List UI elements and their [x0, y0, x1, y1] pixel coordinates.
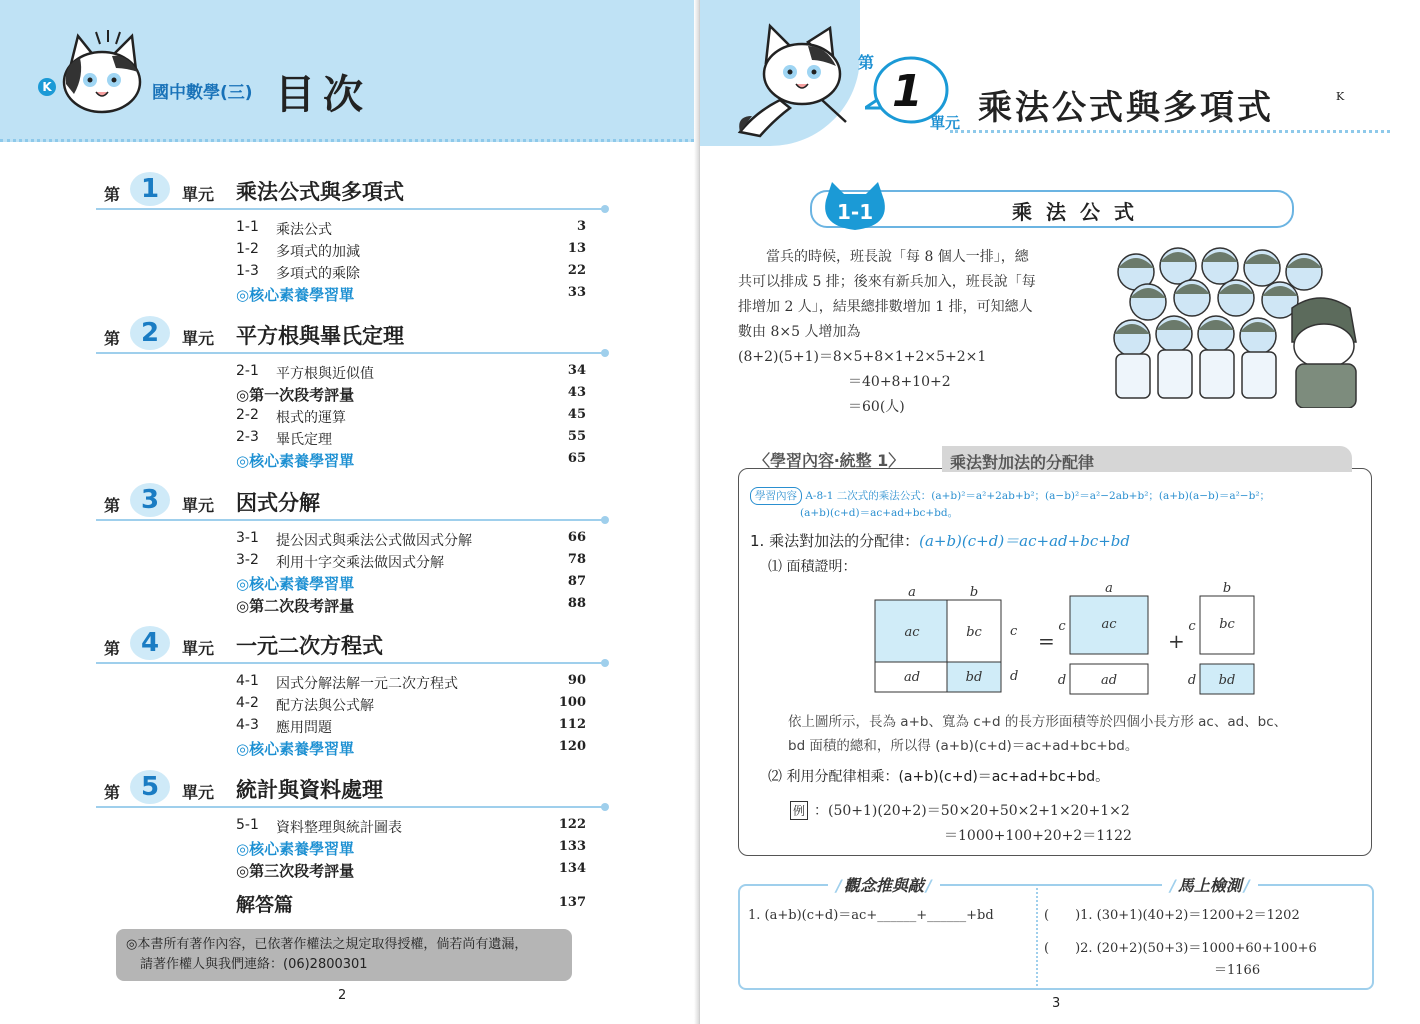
- section-number: 1-1: [837, 200, 874, 224]
- story-line: 當兵的時候，班長說「每 8 個人一排」，總: [766, 249, 1029, 265]
- answers-page: 137: [558, 895, 586, 910]
- check-question-2[interactable]: ( )2. (20+2)(50+3)＝1000+60+100+6: [1044, 941, 1317, 956]
- item-no: 4-1: [236, 673, 259, 689]
- toc-item[interactable]: [96, 527, 606, 549]
- toc-item[interactable]: [96, 360, 606, 382]
- unit-number: 3: [130, 483, 170, 517]
- example-tag: 例: [790, 801, 808, 820]
- story-line: 數由 8×5 人增加為: [738, 324, 861, 340]
- item-page: 78: [567, 552, 586, 567]
- diagram-equals: =: [1038, 629, 1055, 653]
- soldiers-illustration: [1106, 246, 1368, 408]
- copyright-notice: [116, 929, 572, 981]
- unit-title: 平方根與畢氏定理: [236, 324, 404, 348]
- item-text: ◎核心素養學習單: [236, 840, 355, 858]
- unit-di: 第: [104, 185, 121, 204]
- area-diagram: [860, 580, 1280, 700]
- unit-number: 5: [130, 770, 170, 804]
- item-text: ◎第一次段考評量: [236, 386, 355, 404]
- toc-item[interactable]: [96, 814, 606, 836]
- standard-tag: 學習內容: [750, 487, 802, 505]
- page-number-right: 3: [1052, 996, 1061, 1011]
- item-text: 乘法公式: [276, 222, 332, 238]
- story-line: 共可以排成 5 排；後來有新兵加入，班長說「每: [738, 274, 1036, 290]
- calc-line-2: ＝40+8+10+2: [848, 374, 951, 390]
- diagram-label-d: d: [1010, 669, 1019, 684]
- toc-item-core[interactable]: [96, 736, 606, 758]
- diagram-ad: ad: [903, 670, 921, 685]
- unit-title: 因式分解: [236, 491, 320, 515]
- toc-item[interactable]: [96, 260, 606, 282]
- diagram-label-c: c: [1188, 619, 1196, 634]
- diagram-label-b: b: [969, 585, 979, 600]
- item-text: 配方法與公式解: [276, 698, 374, 714]
- copyright-line-1: ◎本書所有著作內容，已依著作權法之規定取得授權，倘若尚有遺漏，: [126, 937, 528, 952]
- unit-header: [96, 316, 606, 354]
- item-page: 34: [567, 363, 586, 378]
- item-text: 根式的運算: [276, 410, 346, 426]
- toc-item[interactable]: [96, 238, 606, 260]
- item-text: 畢氏定理: [276, 432, 332, 448]
- item-text: ◎核心素養學習單: [236, 286, 355, 304]
- copyright-line-2: 請著作權人與我們連絡：(06)2800301: [140, 957, 368, 972]
- toc-item-exam[interactable]: [96, 858, 606, 880]
- unit-1: [96, 172, 606, 304]
- item-page: 134: [558, 861, 586, 876]
- item-no: 2-3: [236, 429, 259, 445]
- toc-item-exam[interactable]: [96, 382, 606, 404]
- toc-title: 目次: [275, 72, 371, 118]
- item-no: 5-1: [236, 817, 259, 833]
- item-page: 87: [567, 574, 586, 589]
- page-number-left: 2: [338, 988, 347, 1003]
- diagram-label-a: a: [908, 585, 916, 600]
- unit-number: 2: [130, 316, 170, 350]
- toc-item-exam[interactable]: [96, 593, 606, 615]
- unit-number: 4: [130, 626, 170, 660]
- example-line-2: ＝1000+100+20+2＝1122: [944, 828, 1132, 844]
- toc-item[interactable]: [96, 692, 606, 714]
- calc-line-1: (8+2)(5+1)＝8×5+8×1+2×5+2×1: [738, 349, 987, 365]
- example-line-1: [790, 800, 1130, 820]
- header-dots: [950, 130, 1390, 135]
- rule-1-label: 1. 乘法對加法的分配律：: [750, 532, 920, 550]
- item-no: 2-1: [236, 363, 259, 379]
- toc-item-core[interactable]: [96, 448, 606, 470]
- rule-1-formula: (a+b)(c+d)＝ac+ad+bc+bd: [919, 532, 1130, 550]
- rule-1: [750, 530, 1130, 551]
- item-text: ◎核心素養學習單: [236, 740, 355, 758]
- diagram-bc: bc: [1219, 617, 1235, 632]
- k-mark: K: [1336, 90, 1345, 103]
- unit-header: [96, 626, 606, 664]
- item-page: 88: [567, 596, 586, 611]
- item-text: ◎第二次段考評量: [236, 597, 355, 615]
- unit-3: [96, 483, 606, 615]
- check-question-1[interactable]: ( )1. (30+1)(40+2)＝1200+2＝1202: [1044, 908, 1300, 923]
- standard-row: [750, 487, 1340, 521]
- item-text: ◎第三次段考評量: [236, 862, 355, 880]
- item-text: ◎核心素養學習單: [236, 575, 355, 593]
- item-text: 平方根與近似值: [276, 366, 374, 382]
- standard-text-2: (a+b)(c+d)＝ac+ad+bc+bd。: [800, 507, 959, 519]
- concept-question[interactable]: 1. (a+b)(c+d)＝ac+______+______+bd: [748, 908, 994, 923]
- story-text: [738, 245, 1078, 345]
- unit-dan: 單元: [182, 639, 215, 658]
- diagram-ac: ac: [904, 625, 920, 640]
- diagram-label-b: b: [1222, 581, 1232, 596]
- diagram-label-a: a: [1105, 581, 1113, 596]
- item-page: 112: [558, 717, 586, 732]
- unit-dan: 單元: [182, 496, 215, 515]
- item-no: 4-2: [236, 695, 259, 711]
- sub-1-label: ⑴ 面積證明：: [768, 559, 857, 575]
- item-page: 22: [567, 263, 586, 278]
- item-page: 55: [567, 429, 586, 444]
- unit-title: 乘法公式與多項式: [978, 88, 1274, 128]
- item-text: 提公因式與乘法公式做因式分解: [276, 533, 472, 549]
- toc-item-core[interactable]: [96, 571, 606, 593]
- diagram-bd: bd: [1218, 673, 1236, 688]
- item-text: 利用十字交乘法做因式分解: [276, 555, 444, 571]
- item-text: 應用問題: [276, 720, 332, 736]
- toc-item[interactable]: [96, 426, 606, 448]
- diagram-label-c: c: [1058, 619, 1066, 634]
- unit-di: 第: [104, 639, 121, 658]
- item-page: 133: [558, 839, 586, 854]
- calc-line-3: ＝60(人): [848, 399, 905, 415]
- explanation-line-1: 依上圖所示，長為 a+b、寬為 c+d 的長方形面積等於四個小長方形 ac、ad、bc、: [788, 714, 1288, 730]
- item-page: 33: [567, 285, 586, 300]
- item-page: 100: [558, 695, 586, 710]
- explanation-line-2: bd 面積的總和，所以得 (a+b)(c+d)＝ac+ad+bc+bd。: [788, 738, 1139, 754]
- diagram-ac: ac: [1101, 617, 1117, 632]
- answers-text: 解答篇: [236, 894, 294, 916]
- diagram-ad: ad: [1100, 673, 1118, 688]
- item-text: 多項式的加減: [276, 244, 360, 260]
- item-page: 120: [558, 739, 586, 754]
- diagram-plus: +: [1168, 629, 1185, 653]
- section-name: 乘法公式: [1012, 200, 1148, 224]
- learning-header: [742, 446, 1352, 474]
- unit-di: 第: [104, 329, 121, 348]
- sub-2-label: ⑵ 利用分配律相乘：(a+b)(c+d)＝ac+ad+bc+bd。: [768, 769, 1110, 785]
- left-page: [0, 0, 700, 1024]
- unit-5: [96, 770, 606, 880]
- learning-label: 〈學習內容‧統整 1〉: [754, 451, 905, 470]
- unit-header: [96, 172, 606, 210]
- unit-title: 一元二次方程式: [236, 634, 383, 658]
- item-text: 因式分解法解一元二次方程式: [276, 676, 458, 692]
- series-title: 國中數學(三): [152, 83, 253, 103]
- item-no: 2-2: [236, 407, 259, 423]
- k-badge: K: [38, 78, 56, 96]
- cat-mascot-icon: [56, 28, 148, 118]
- unit-di: 第: [104, 496, 121, 515]
- diagram-label-d: d: [1057, 673, 1067, 688]
- check-question-2-cont: ＝1166: [1214, 963, 1261, 978]
- item-page: 13: [567, 241, 586, 256]
- toc-item[interactable]: [96, 404, 606, 426]
- item-text: ◎核心素養學習單: [236, 452, 355, 470]
- toc-item[interactable]: [96, 216, 606, 238]
- unit-dan: 單元: [182, 329, 215, 348]
- unit-header: [96, 483, 606, 521]
- unit-header: [96, 770, 606, 808]
- item-page: 66: [567, 530, 586, 545]
- standard-text: A-8-1 二次式的乘法公式：(a+b)²＝a²+2ab+b²；(a−b)²＝a²−2ab+b²；(a+b)(a−b)＝a²−b²；: [805, 490, 1271, 502]
- item-page: 65: [567, 451, 586, 466]
- diagram-bd: bd: [965, 670, 983, 685]
- item-no: 1-2: [236, 241, 259, 257]
- toc-item-answers[interactable]: [236, 890, 586, 916]
- item-no: 3-2: [236, 552, 259, 568]
- item-page: 122: [558, 817, 586, 832]
- unit-title: 乘法公式與多項式: [236, 180, 404, 204]
- item-page: 90: [567, 673, 586, 688]
- unit-dan: 單元: [182, 783, 215, 802]
- toc-item[interactable]: [96, 670, 606, 692]
- toc-item[interactable]: [96, 549, 606, 571]
- explanation: [788, 710, 1348, 758]
- unit-dan: 單元: [182, 185, 215, 204]
- quiz-divider: [1036, 884, 1038, 986]
- item-no: 1-3: [236, 263, 259, 279]
- unit-number: 1: [130, 172, 170, 206]
- learning-topic: 乘法對加法的分配律: [950, 453, 1095, 472]
- unit-dan: 單元: [930, 114, 961, 132]
- unit-number: 1: [892, 66, 923, 117]
- toc-item-core[interactable]: [96, 836, 606, 858]
- right-page: [700, 0, 1420, 1024]
- cat-mascot-icon: [726, 12, 856, 142]
- item-page: 45: [567, 407, 586, 422]
- toc-item[interactable]: [96, 714, 606, 736]
- unit-2: [96, 316, 606, 470]
- check-title: / 馬上檢測 /: [1162, 873, 1258, 896]
- item-no: 1-1: [236, 219, 259, 235]
- item-no: 4-3: [236, 717, 259, 733]
- item-no: 3-1: [236, 530, 259, 546]
- item-text: 多項式的乘除: [276, 266, 360, 282]
- item-page: 3: [576, 219, 586, 234]
- unit-di: 第: [104, 783, 121, 802]
- diagram-bc: bc: [966, 625, 982, 640]
- diagram-label-d: d: [1187, 673, 1197, 688]
- concept-title: / 觀念推與敲 /: [828, 873, 940, 896]
- example-text: ：(50+1)(20+2)＝50×20+50×2+1×20+1×2: [814, 803, 1130, 819]
- item-page: 43: [567, 385, 586, 400]
- story-line: 排增加 2 人」，結果總排數增加 1 排，可知總人: [738, 299, 1033, 315]
- item-text: 資料整理與統計圖表: [276, 820, 402, 836]
- unit-di: 第: [858, 53, 875, 72]
- diagram-label-c: c: [1010, 624, 1018, 639]
- unit-4: [96, 626, 606, 758]
- unit-title: 統計與資料處理: [236, 778, 383, 802]
- toc-item-core[interactable]: [96, 282, 606, 304]
